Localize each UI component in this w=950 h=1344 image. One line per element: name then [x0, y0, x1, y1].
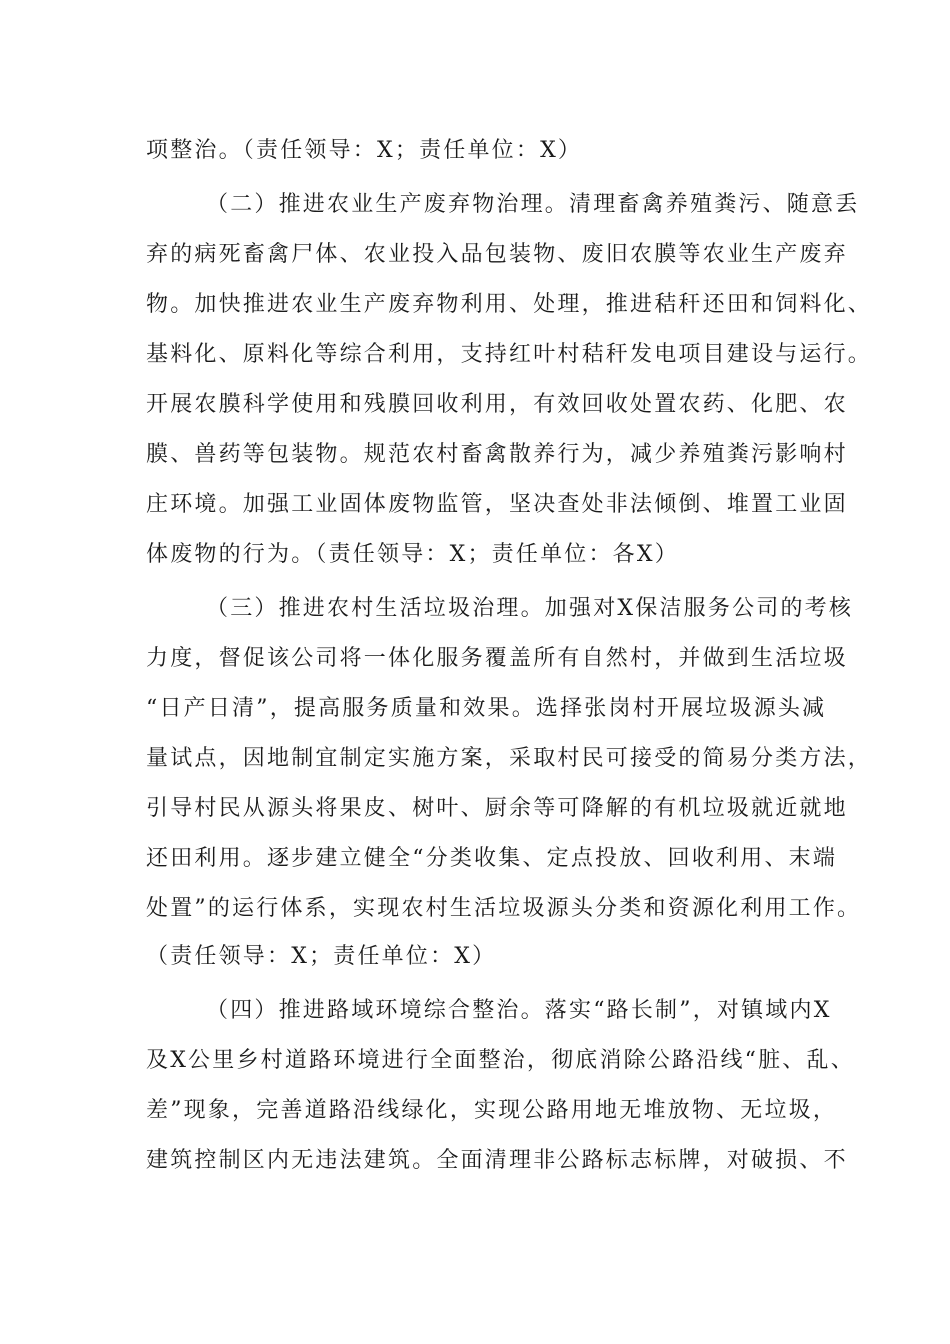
- text-line: 处置”的运行体系，实现农村生活垃圾源头分类和资源化利用工作。: [146, 896, 862, 921]
- text-line: （责任领导：X；责任单位：X）: [146, 944, 497, 969]
- text-line: 建筑控制区内无违法建筑。全面清理非公路标志标牌，对破损、不: [146, 1148, 848, 1173]
- text-line: “日产日清”，提高服务质量和效果。选择张岗村开展垃圾源头减: [146, 696, 827, 721]
- text-line: 基料化、原料化等综合利用，支持红叶村秸秆发电项目建设与运行。: [146, 342, 873, 367]
- text-line: 引导村民从源头将果皮、树叶、厨余等可降解的有机垃圾就近就地: [146, 796, 848, 821]
- text-line: 差”现象，完善道路沿线绿化，实现公路用地无堆放物、无垃圾，: [146, 1098, 838, 1123]
- text-line: 项整治。（责任领导：X；责任单位：X）: [146, 138, 583, 163]
- text-line: 开展农膜科学使用和残膜回收利用，有效回收处置农药、化肥、农: [146, 392, 848, 417]
- text-line: 还田利用。逐步建立健全“分类收集、定点投放、回收利用、末端: [146, 846, 838, 871]
- text-line: 及X公里乡村道路环境进行全面整治，彻底消除公路沿线“脏、乱、: [146, 1048, 855, 1073]
- paragraph-4-heading: （四）推进路域环境综合整治。落实“路长制”，对镇域内X: [206, 998, 832, 1023]
- text-line: 力度，督促该公司将一体化服务覆盖所有自然村，并做到生活垃圾: [146, 646, 848, 671]
- text-line: 量试点，因地制宜制定实施方案，采取村民可接受的简易分类方法，: [146, 746, 873, 771]
- text-line: 物。加快推进农业生产废弃物利用、处理，推进秸秆还田和饲料化、: [146, 292, 873, 317]
- text-line: 体废物的行为。（责任领导：X；责任单位：各X）: [146, 542, 679, 567]
- text-line: 膜、兽药等包装物。规范农村畜禽散养行为，减少养殖粪污影响村: [146, 442, 848, 467]
- paragraph-2-heading: （二）推进农业生产废弃物治理。清理畜禽养殖粪污、随意丢: [206, 192, 860, 217]
- text-line: 弃的病死畜禽尸体、农业投入品包装物、废旧农膜等农业生产废弃: [146, 242, 848, 267]
- text-line: 庄环境。加强工业固体废物监管，坚决查处非法倾倒、堆置工业固: [146, 492, 848, 517]
- paragraph-3-heading: （三）推进农村生活垃圾治理。加强对X保洁服务公司的考核: [206, 596, 854, 621]
